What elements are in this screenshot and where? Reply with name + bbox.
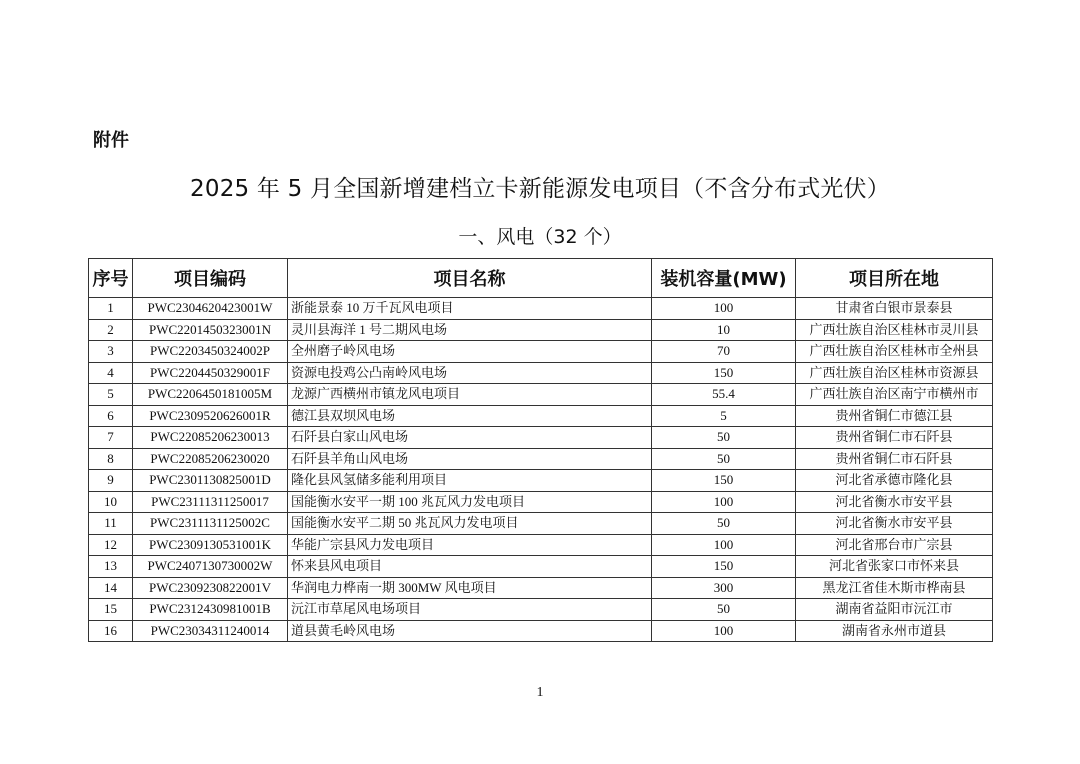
cell-project-name: 沅江市草尾风电场项目	[288, 599, 652, 621]
cell-capacity: 100	[652, 534, 796, 556]
table-row	[89, 362, 993, 384]
cell-project-name: 龙源广西横州市镇龙风电项目	[288, 384, 652, 406]
cell-location: 贵州省铜仁市德江县	[796, 405, 993, 427]
cell-location: 广西壮族自治区桂林市资源县	[796, 362, 993, 384]
table-header	[89, 259, 993, 298]
cell-location: 甘肃省白银市景泰县	[796, 298, 993, 320]
cell-project-code: PWC22085206230020	[133, 448, 288, 470]
cell-serial: 15	[89, 599, 133, 621]
cell-capacity: 100	[652, 491, 796, 513]
cell-location: 贵州省铜仁市石阡县	[796, 448, 993, 470]
cell-project-code: PWC2204450329001F	[133, 362, 288, 384]
cell-serial: 5	[89, 384, 133, 406]
header-project-name: 项目名称	[288, 259, 652, 298]
cell-project-name: 灵川县海洋 1 号二期风电场	[288, 319, 652, 341]
cell-project-name: 资源电投鸡公凸南岭风电场	[288, 362, 652, 384]
cell-capacity: 150	[652, 470, 796, 492]
cell-serial: 6	[89, 405, 133, 427]
cell-project-name: 国能衡水安平二期 50 兆瓦风力发电项目	[288, 513, 652, 535]
cell-location: 河北省张家口市怀来县	[796, 556, 993, 578]
cell-capacity: 150	[652, 362, 796, 384]
cell-location: 河北省衡水市安平县	[796, 491, 993, 513]
table-row	[89, 577, 993, 599]
table-row	[89, 491, 993, 513]
cell-serial: 16	[89, 620, 133, 642]
cell-project-name: 石阡县羊角山风电场	[288, 448, 652, 470]
cell-serial: 9	[89, 470, 133, 492]
cell-project-code: PWC23034311240014	[133, 620, 288, 642]
cell-capacity: 10	[652, 319, 796, 341]
cell-project-code: PWC2407130730002W	[133, 556, 288, 578]
cell-project-name: 隆化县风氢储多能利用项目	[288, 470, 652, 492]
table-row	[89, 319, 993, 341]
table-row	[89, 534, 993, 556]
table-row	[89, 513, 993, 535]
cell-project-code: PWC2312430981001B	[133, 599, 288, 621]
cell-project-name: 道县黄毛岭风电场	[288, 620, 652, 642]
cell-location: 湖南省益阳市沅江市	[796, 599, 993, 621]
table-row	[89, 427, 993, 449]
cell-capacity: 150	[652, 556, 796, 578]
cell-location: 黑龙江省佳木斯市桦南县	[796, 577, 993, 599]
cell-location: 广西壮族自治区南宁市横州市	[796, 384, 993, 406]
cell-location: 广西壮族自治区桂林市全州县	[796, 341, 993, 363]
header-capacity: 装机容量(MW)	[652, 259, 796, 298]
cell-capacity: 70	[652, 341, 796, 363]
cell-project-name: 浙能景泰 10 万千瓦风电项目	[288, 298, 652, 320]
cell-serial: 8	[89, 448, 133, 470]
table-row	[89, 620, 993, 642]
cell-project-code: PWC2309230822001V	[133, 577, 288, 599]
cell-serial: 10	[89, 491, 133, 513]
cell-project-name: 全州磨子岭风电场	[288, 341, 652, 363]
cell-serial: 1	[89, 298, 133, 320]
cell-capacity: 55.4	[652, 384, 796, 406]
cell-serial: 14	[89, 577, 133, 599]
cell-project-code: PWC2301130825001D	[133, 470, 288, 492]
attachment-label: 附件	[93, 130, 129, 151]
cell-location: 河北省衡水市安平县	[796, 513, 993, 535]
cell-capacity: 50	[652, 513, 796, 535]
document-title: 2025 年 5 月全国新增建档立卡新能源发电项目（不含分布式光伏）	[190, 176, 890, 202]
cell-project-code: PWC2309130531001K	[133, 534, 288, 556]
cell-serial: 11	[89, 513, 133, 535]
table-row	[89, 599, 993, 621]
table-row	[89, 448, 993, 470]
cell-project-name: 华润电力桦南一期 300MW 风电项目	[288, 577, 652, 599]
cell-capacity: 50	[652, 599, 796, 621]
cell-serial: 12	[89, 534, 133, 556]
cell-capacity: 300	[652, 577, 796, 599]
table-row	[89, 341, 993, 363]
cell-capacity: 50	[652, 448, 796, 470]
cell-capacity: 100	[652, 620, 796, 642]
header-location: 项目所在地	[796, 259, 993, 298]
table-body	[89, 298, 993, 642]
header-row	[89, 259, 993, 298]
cell-project-code: PWC2206450181005M	[133, 384, 288, 406]
cell-location: 贵州省铜仁市石阡县	[796, 427, 993, 449]
cell-project-name: 石阡县白家山风电场	[288, 427, 652, 449]
cell-capacity: 100	[652, 298, 796, 320]
project-table	[88, 258, 993, 642]
table-row	[89, 405, 993, 427]
table-row	[89, 470, 993, 492]
cell-serial: 7	[89, 427, 133, 449]
cell-location: 河北省邢台市广宗县	[796, 534, 993, 556]
cell-project-code: PWC23111311250017	[133, 491, 288, 513]
cell-project-code: PWC2304620423001W	[133, 298, 288, 320]
cell-location: 广西壮族自治区桂林市灵川县	[796, 319, 993, 341]
cell-project-code: PWC2311131125002C	[133, 513, 288, 535]
cell-serial: 3	[89, 341, 133, 363]
cell-serial: 4	[89, 362, 133, 384]
header-serial: 序号	[89, 259, 133, 298]
table-row	[89, 298, 993, 320]
cell-project-code: PWC2309520626001R	[133, 405, 288, 427]
cell-location: 河北省承德市隆化县	[796, 470, 993, 492]
cell-capacity: 50	[652, 427, 796, 449]
cell-project-name: 国能衡水安平一期 100 兆瓦风力发电项目	[288, 491, 652, 513]
cell-project-name: 华能广宗县风力发电项目	[288, 534, 652, 556]
section-heading: 一、风电（32 个）	[458, 226, 622, 248]
table-row	[89, 556, 993, 578]
cell-project-code: PWC2201450323001N	[133, 319, 288, 341]
table-row	[89, 384, 993, 406]
cell-capacity: 5	[652, 405, 796, 427]
cell-project-name: 德江县双坝风电场	[288, 405, 652, 427]
header-project-code: 项目编码	[133, 259, 288, 298]
cell-project-code: PWC2203450324002P	[133, 341, 288, 363]
cell-serial: 13	[89, 556, 133, 578]
cell-project-code: PWC22085206230013	[133, 427, 288, 449]
cell-serial: 2	[89, 319, 133, 341]
page-number: 1	[536, 685, 544, 700]
cell-location: 湖南省永州市道县	[796, 620, 993, 642]
cell-project-name: 怀来县风电项目	[288, 556, 652, 578]
